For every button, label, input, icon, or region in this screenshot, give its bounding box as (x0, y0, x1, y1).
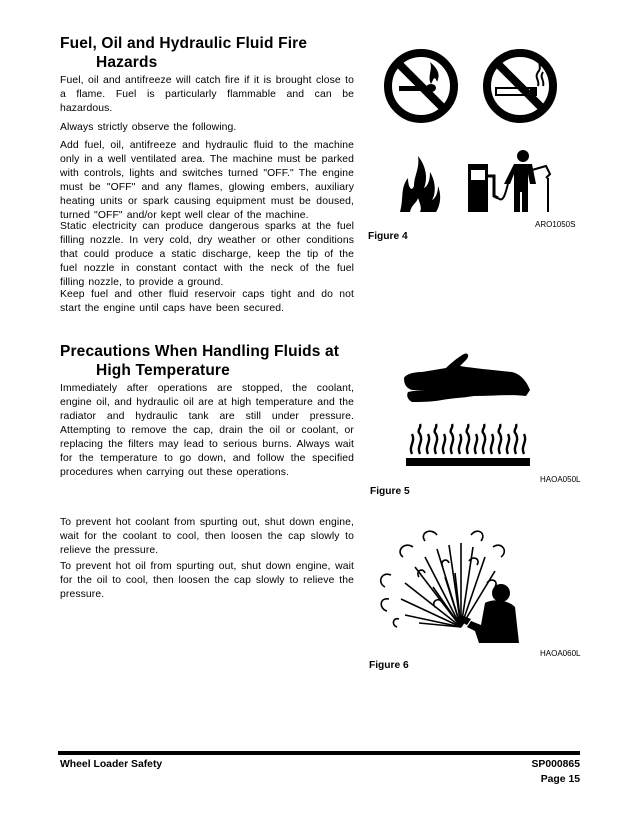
paragraph: To prevent hot oil from spurting out, shut down engine, wait for the oil to cool, then loosen the cap slowly to relieve the pressure. (60, 561, 354, 600)
paragraph: Add fuel, oil, antifreeze and hydraulic fluid to the machine only in a well ventilated area. The machine must be parked with controls, lights and switches turned "OFF." The engine must be "OFF" and any flames, glowing embers, auxiliary heating units or spark causing equipment must be doused, turned "OFF" and/or kept well clear of the machine. (60, 140, 354, 221)
heading-line-1: Precautions When Handling Fluids at (60, 343, 340, 360)
heading-line-2: High Temperature (96, 362, 230, 379)
fire-hazard-refueling-icon (398, 148, 558, 214)
figure-caption: Figure 4 (368, 231, 408, 242)
paragraph: Fuel, oil and antifreeze will catch fire if it is brought close to a flame. Fuel is particularly flammable and can be hazardous. (60, 75, 354, 114)
footer-document-code: SP000865 (531, 759, 580, 770)
paragraph: Keep fuel and other fluid reservoir caps tight and do not start the engine until caps have been secured. (60, 289, 354, 314)
heading-line-1: Fuel, Oil and Hydraulic Fluid Fire (60, 35, 308, 52)
hot-surface-hand-icon (402, 350, 534, 472)
heading-line-2: Hazards (96, 54, 158, 71)
paragraph: Always strictly observe the following. (60, 122, 237, 133)
figure-code: HAOA050L (540, 475, 581, 484)
paragraph: Static electricity can produce dangerous sparks at the fuel filling nozzle. In very cold, dry weather or other conditions that could produce a static discharge, keep the tip of the fuel nozzle in constant contact with the neck of the fuel filling nozzle, to provide a ground. (60, 221, 354, 288)
no-open-flame-icon (383, 48, 459, 124)
footer-page-number: Page 15 (540, 774, 580, 785)
figure-code: ARO1050S (535, 220, 576, 229)
figure-caption: Figure 6 (369, 660, 409, 671)
no-smoking-icon (482, 48, 558, 124)
footer-rule (58, 751, 580, 755)
figure-code: HAOA060L (540, 649, 581, 658)
footer-title: Wheel Loader Safety (60, 759, 163, 770)
figure-caption: Figure 5 (370, 486, 410, 497)
paragraph: Immediately after operations are stopped, the coolant, engine oil, and hydraulic oil are at high temperature and the radiator and hydraulic tank are still under pressure. Attempting to remove the cap, drain the oil or coolant, or replacing the filters may lead to serious burns. Always wait for the temperature to go down, and follow the specified procedures when carrying out these operations. (60, 383, 354, 478)
section-heading-fire-hazards (60, 34, 360, 72)
hot-fluid-spray-icon (375, 527, 521, 645)
section-heading-hot-fluids (60, 342, 360, 380)
paragraph: To prevent hot coolant from spurting out, shut down engine, wait for the coolant to cool, then loosen the cap slowly to relieve the pressure. (60, 517, 354, 556)
